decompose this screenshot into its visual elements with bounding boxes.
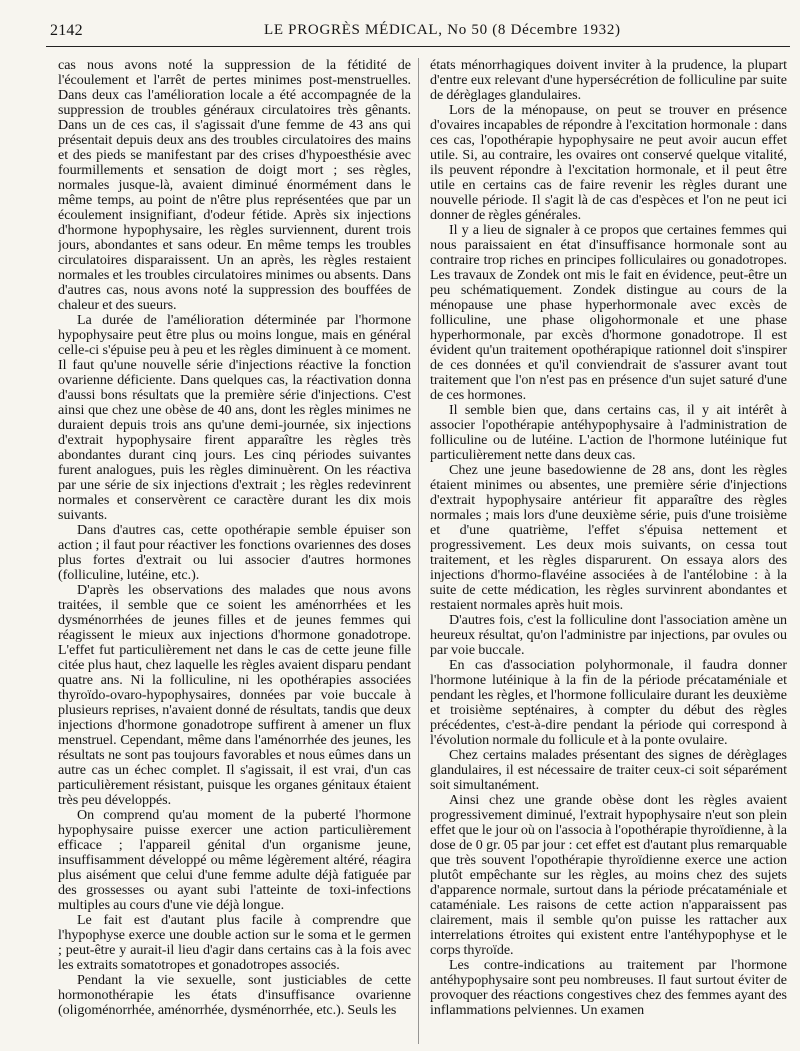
right-paragraph-basedow-case: Chez une jeune basedowienne de 28 ans, dont les règles étaient minimes ou absentes, une première série d'injections d'extrait hypophysaire antérieur fit apparaître des règles normales ; mais lors d'une deuxième série, puis d'une troisième et d'une quatrième, l'effet s'épuisa nettement et progressivement. Les deux mois suivants, on cessa tout traitement, et les règles disparurent. On essaya alors des injections d'hormo-flavéine associées à de l'antélobine : à la suite de cette médication, les règles survinrent abondantes et restaient normales après huit mois. [430, 462, 787, 613]
left-paragraph-continuation: cas nous avons noté la suppression de la fétidité de l'écoulement et l'arrêt de pertes minimes post-menstruelles. Dans deux cas l'amélioration locale a été accompagnée de la suppression de troubles généraux circulatoires très gênants. Dans un de ces cas, il s'agissait d'une femme de 43 ans qui présentait depuis deux ans des troubles circulatoires des mains et des pieds se manifestant par des crises d'hypoesthésie avec fourmillements et sensation de doigt mort ; ses règles, normales jusque-là, avaient diminué énormément dans le même temps, au point de n'être plus représentées que par un écoulement insignifiant, d'odeur fétide. Après six injections d'hormone hypophysaire, les règles surviennent, durent trois jours, abondantes et sans odeur. En même temps les troubles circulatoires disparaissent. Un an après, les règles restaient normales et les troubles circulatoires minimes ou absents. Dans d'autres cas, nous avons noté la suppression des bouffées de chaleur et des sueurs. [58, 58, 411, 313]
right-paragraph-folliculine: D'autres fois, c'est la folliculine dont l'association amène un heureux résultat, qu'on l'administre par injections, par ovules ou par voie buccale. [430, 612, 787, 658]
left-paragraph-sexual-life: Pendant la vie sexuelle, sont justiciables de cette hormonothérapie les états d'insuffisance ovarienne (oligoménorrhée, aménorrhée, dysménorrhée, etc.). Seuls les [58, 972, 411, 1018]
right-paragraph-contraindications: Les contre-indications au traitement par l'hormone antéhypophysaire sont peu nombreuses. Il faut surtout éviter de provoquer des réactions congestives chez des femmes ayant des inflammations pelviennes. Un examen [430, 957, 787, 1018]
right-paragraph-menopause: Lors de la ménopause, on peut se trouver en présence d'ovaires incapables de répondre à l'excitation hormonale : dans ces cas, l'opothérapie hypophysaire ne peut avoir aucun effet utile. Si, au contraire, les ovaires ont conservé quelque vitalité, ils peuvent répondre à l'excitation hormonale, et il peut être utile en certains cas de faire revenir les règles durant une nouvelle période. Il s'agit là de cas d'espèces et l'on ne peut ici donner de règles générales. [430, 102, 787, 223]
page-number: 2142 [50, 22, 83, 39]
left-paragraph-puberty: On comprend qu'au moment de la puberté l'hormone hypophysaire puisse exercer une action particulièrement efficace ; l'appareil génital d'un organisme jeune, insuffisamment développé ou même légèrement altéré, réagira plus aisément que celui d'une femme adulte déjà fatiguée par des grossesses ou ayant subi l'atteinte de toxi-infections multiples au cours d'une vie déjà longue. [58, 807, 411, 913]
left-text-column [58, 58, 411, 1048]
left-paragraph-treated-patients: D'après les observations des malades que nous avons traitées, il semble que ce soient les aménorrhées et les dysménorrhées de jeunes filles et de jeunes femmes qui réagissent le mieux aux injections d'hormone gonadotrope. L'effet fut particulièrement net dans le cas de cette jeune fille citée plus haut, chez laquelle les règles avaient disparu pendant quatre ans. Ni la folliculine, ni les opothérapies associées thyroïdo-ovaro-hypophysaires, données par voie buccale à plusieurs reprises, n'avaient donné de résultats, tandis que deux injections d'hormone gonadotrope suffirent à amener un flux menstruel. Cependant, même dans l'aménorrhée des jeunes, les résultats ne sont pas toujours favorables et nous eûmes dans un autre cas un échec complet. Il s'agissait, il est vrai, d'un cas particulièrement résistant, puisque les organes génitaux étaient très peu développés. [58, 582, 411, 808]
right-paragraph-polyhormonal: En cas d'association polyhormonale, il faudra donner l'hormone lutéinique à la fin de la période précataméniale et pendant les règles, et l'hormone folliculaire durant les deuxième et troisième septénaires, à compter du début des règles précédentes, c'est-à-dire pendant la période qui correspond à l'évolution normale du follicule et à la ponte ovulaire. [430, 657, 787, 748]
left-paragraph-exhausted-action: Dans d'autres cas, cette opothérapie semble épuiser son action ; il faut pour réactiver les fonctions ovariennes des doses plus fortes d'extrait ou lui associer d'autres hormones (folliculine, lutéine, etc.). [58, 522, 411, 583]
right-paragraph-glandular-disorders: Chez certains malades présentant des signes de dérèglages glandulaires, il est nécessaire de traiter ceux-ci soit séparément soit simultanément. [430, 747, 787, 793]
header-rule [46, 46, 790, 47]
column-divider [418, 58, 419, 1044]
right-paragraph-obese-case: Ainsi chez une grande obèse dont les règles avaient progressivement diminué, l'extrait hypophysaire n'eut son plein effet que le jour où on l'associa à l'opothérapie thyroïdienne, à la dose de 0 gr. 05 par jour : cet effet est d'autant plus remarquable que très souvent l'opothérapie thyroïdienne exerce une action plutôt empêchante sur les règles, au moins chez des sujets d'apparence normale, surtout dans la période précataméniale et cataméniale. Les raisons de cette action n'apparaissent pas clairement, mais il semble qu'on puisse les rattacher aux interrelations étroites qui existent entre l'antéhypophyse et le corps thyroïde. [430, 792, 787, 958]
right-paragraph-continuation: états ménorrhagiques doivent inviter à la prudence, la plupart d'entre eux relevant d'une hypersécrétion de folliculine par suite de dérèglages glandulaires. [430, 58, 787, 103]
journal-issue-date: No 50 (8 Décembre 1932) [447, 22, 621, 38]
right-paragraph-zondek: Il y a lieu de signaler à ce propos que certaines femmes qui nous paraissaient en état d'insuffisance hormonale sont au contraire trop riches en principes folliculaires ou gonadotropes. Les travaux de Zondek ont mis le fait en évidence, peut-être un peu schématiquement. Zondek distingue au cours de la ménopause une phase hyperhormonale avec excès de folliculine, une phase oligohormonale et une phase hyperhormonale, par excès d'hormone gonadotrope. Il est évident qu'un traitement opothérapique rationnel doit s'inspirer de ces données et qu'il conviendrait de s'assurer avant tout traitement que l'on n'est pas en présence d'un sujet saturé d'une de ces hormones. [430, 222, 787, 403]
left-paragraph-improvement-duration: La durée de l'amélioration déterminée par l'hormone hypophysaire peut être plus ou moins longue, mais en général celle-ci s'épuise peu à peu et les règles diminuent à ce moment. Il faut qu'une nouvelle série d'injections réactive la fonction ovarienne déficiente. Dans quelques cas, la réactivation donna d'aussi bons résultats que la première série d'injections. C'est ainsi que chez une obèse de 40 ans, dont les règles minimes ne duraient depuis trois ans qu'une demi-journée, six injections d'extrait hypophysaire firent apparaître les règles très abondantes durant cinq jours. Les cinq périodes suivantes furent analogues, puis les règles diminuèrent. On les réactiva par une série de six injections d'extrait ; les règles redevinrent normales et conservèrent ce caractère durant les dix mois suivants. [58, 312, 411, 523]
journal-title: LE PROGRÈS MÉDICAL, [264, 22, 448, 38]
left-paragraph-double-action: Le fait est d'autant plus facile à comprendre que l'hypophyse exerce une double action sur le soma et le germen ; peut-être y aurait-il lieu d'agir dans certains cas à la fois avec les extraits somatotropes et gonadotropes associés. [58, 912, 411, 973]
right-paragraph-association: Il semble bien que, dans certains cas, il y ait intérêt à associer l'opothérapie antéhypophysaire à l'administration de folliculine ou de lutéine. L'action de l'hormone lutéinique fut particulièrement nette dans deux cas. [430, 402, 787, 463]
journal-running-head [264, 22, 621, 39]
page-header [50, 8, 790, 42]
right-text-column [430, 58, 787, 1048]
